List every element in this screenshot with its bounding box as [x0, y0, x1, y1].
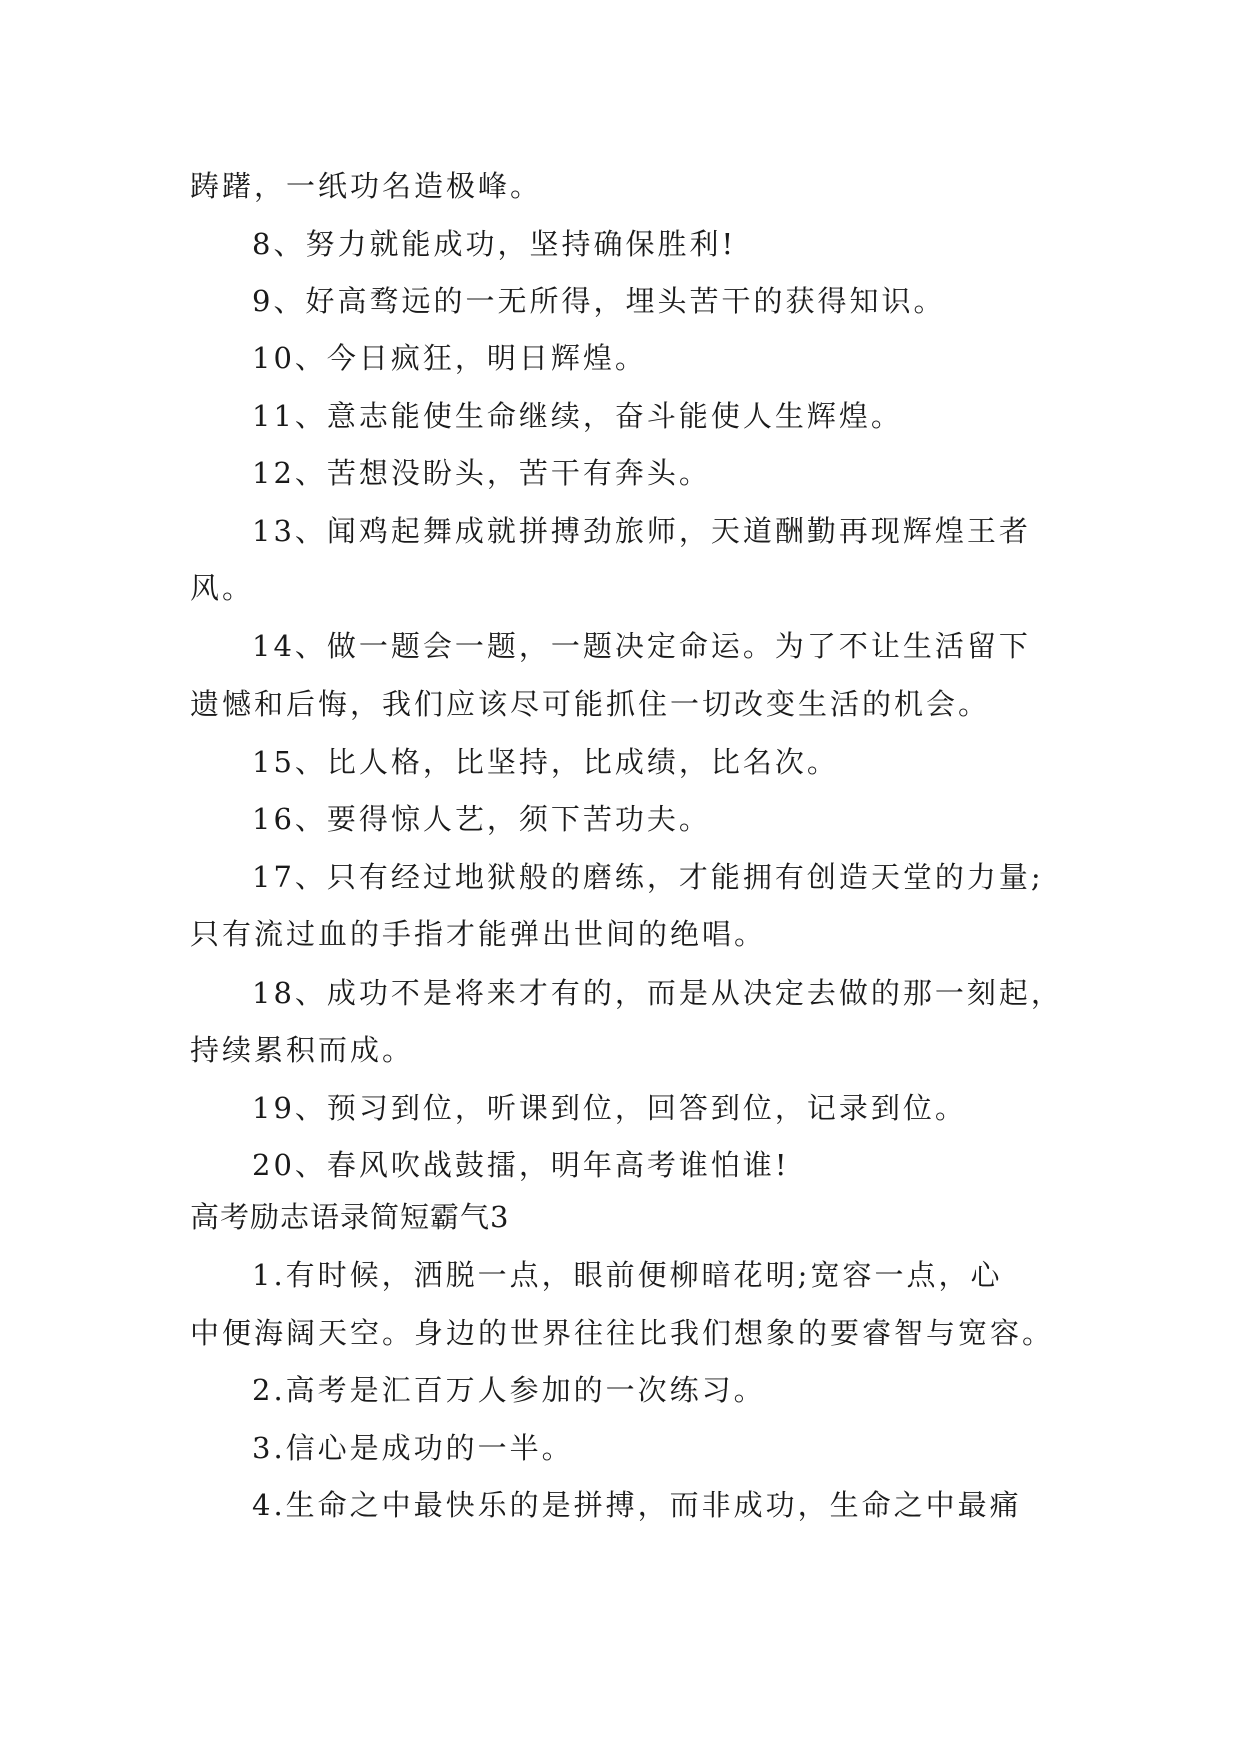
list-item-17: 17、只有经过地狱般的磨练，才能拥有创造天堂的力量; — [252, 860, 1044, 894]
list-item-8: 8、努力就能成功，坚持确保胜利! — [252, 227, 737, 261]
list-item-3: 3.信心是成功的一半。 — [252, 1431, 574, 1465]
list-item-12: 12、苦想没盼头，苦干有奔头。 — [252, 456, 711, 490]
list-item-14-continued: 遗憾和后悔，我们应该尽可能抓住一切改变生活的机会。 — [190, 687, 991, 721]
list-item-20: 20、春风吹战鼓擂，明年高考谁怕谁! — [252, 1148, 790, 1182]
list-item-4: 4.生命之中最快乐的是拼搏，而非成功，生命之中最痛 — [252, 1488, 1022, 1522]
list-item-1: 1.有时候，洒脱一点，眼前便柳暗花明;宽容一点，心 — [252, 1258, 1003, 1292]
list-item-18: 18、成功不是将来才有的，而是从决定去做的那一刻起， — [252, 976, 1063, 1010]
list-item-18-continued: 持续累积而成。 — [190, 1033, 415, 1067]
list-item-2: 2.高考是汇百万人参加的一次练习。 — [252, 1373, 766, 1407]
list-item-9: 9、好高骛远的一无所得，埋头苦干的获得知识。 — [252, 284, 946, 318]
paragraph-line: 踌躇，一纸功名造极峰。 — [190, 169, 543, 203]
list-item-10: 10、今日疯狂，明日辉煌。 — [252, 341, 647, 375]
list-item-13: 13、闻鸡起舞成就拼搏劲旅师，天道酬勤再现辉煌王者 — [252, 514, 1031, 548]
list-item-13-continued: 风。 — [190, 571, 255, 605]
list-item-14: 14、做一题会一题，一题决定命运。为了不让生活留下 — [252, 629, 1031, 663]
list-item-1-continued: 中便海阔天空。身边的世界往往比我们想象的要睿智与宽容。 — [190, 1316, 1055, 1350]
list-item-11: 11、意志能使生命继续，奋斗能使人生辉煌。 — [252, 399, 903, 433]
list-item-15: 15、比人格，比坚持，比成绩，比名次。 — [252, 745, 839, 779]
section-heading: 高考励志语录简短霸气3 — [190, 1200, 510, 1234]
list-item-19: 19、预习到位，听课到位，回答到位，记录到位。 — [252, 1091, 967, 1125]
list-item-17-continued: 只有流过血的手指才能弹出世间的绝唱。 — [190, 917, 767, 951]
list-item-16: 16、要得惊人艺，须下苦功夫。 — [252, 802, 711, 836]
